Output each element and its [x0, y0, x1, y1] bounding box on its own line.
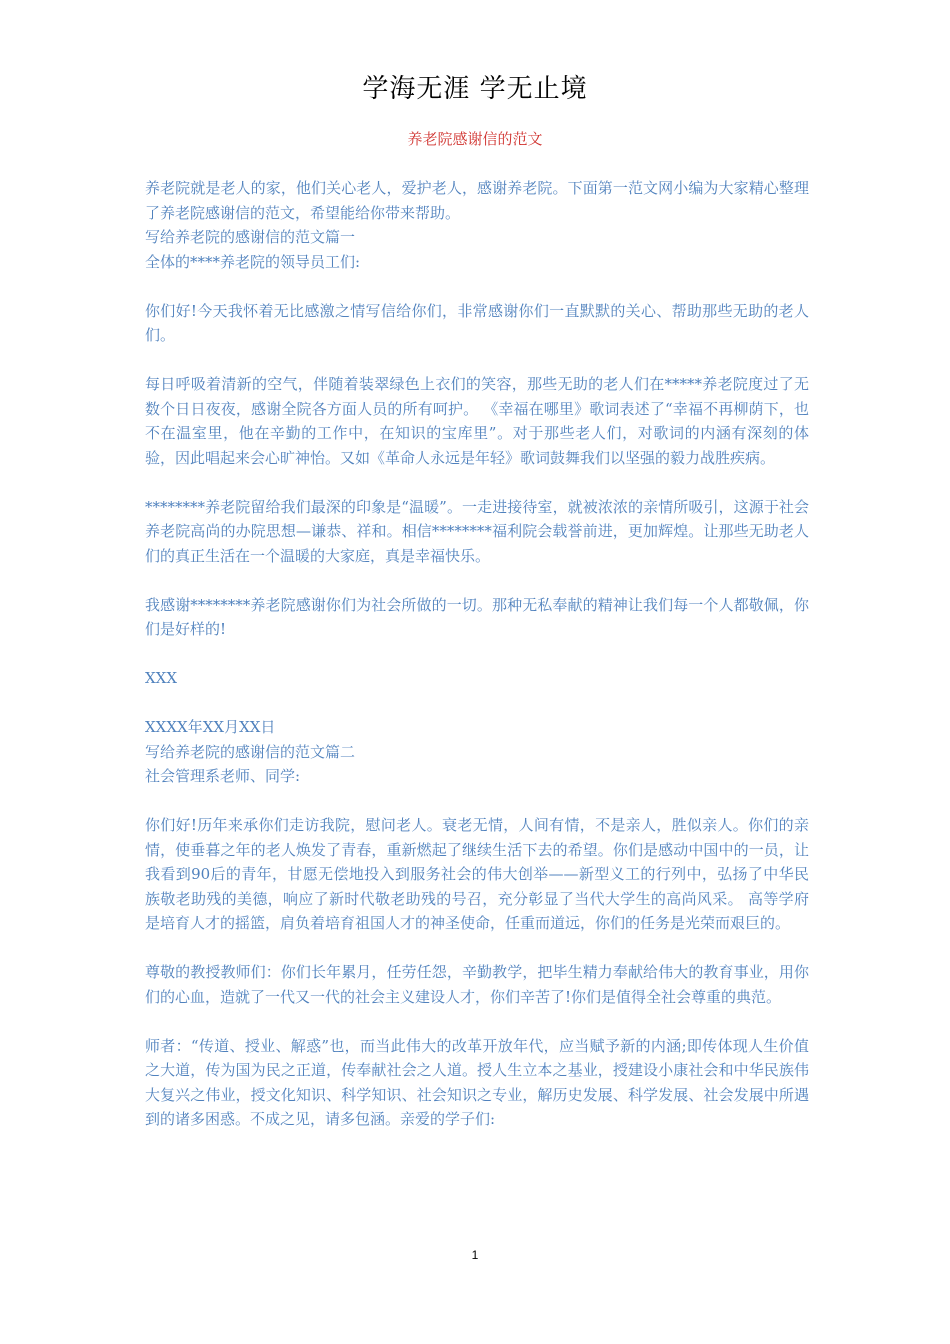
spacer	[145, 642, 809, 667]
document-title: 养老院感谢信的范文	[407, 130, 543, 148]
header-title: 学海无涯 学无止境	[362, 74, 588, 104]
page-number: 1	[471, 1248, 479, 1262]
letter1-salutation: 全体的****养老院的领导员工们:	[145, 252, 361, 271]
letter1-heading: 写给养老院的感谢信的范文篇一	[145, 228, 356, 246]
letter2-heading: 写给养老院的感谢信的范文篇二	[145, 742, 356, 761]
spacer	[145, 691, 809, 716]
letter1-paragraph-4: 我感谢********养老院感谢你们为社会所做的一切。那种无私奉献的精神让我们每一个人都敬佩，你们是好样的!	[145, 595, 809, 638]
letter2-paragraph-3: 师者：“传道、授业、解惑”也，而当此伟大的改革开放年代，应当赋予新的内涵;即传体现人生价值之大道，传为国为民之正道，传奉献社会之人道。授人生立本之基业，授建设小康社会和中华民族伟大复兴之伟业，授文化知识、科学知识、社会知识之专业，解历史发展、科学发展、社会发展中所遇到的诸多困惑。不成之见，请多包涵。亲爱的学子们:	[145, 1036, 809, 1128]
letter2-paragraph-1: 你们好!历年来承你们走访我院，慰问老人。衰老无情，人间有情，不是亲人，胜似亲人。你们的亲情，使垂暮之年的老人焕发了青春，重新燃起了继续生活下去的希望。你们是感动中国中的一员，让我看到90后的青年，甘愿无偿地投入到服务社会的伟大创举——新型义工的行列中，弘扬了中华民族敬老助残的美德，响应了新时代敬老助残的号召，充分彰显了当代大学生的高尚风采。 高等学府是培育人才的摇篮，肩负着培育祖国人才的神圣使命，任重而道远，你们的任务是光荣而艰巨的。	[145, 816, 809, 932]
spacer	[145, 274, 809, 299]
spacer	[145, 789, 809, 814]
letter1-paragraph-1: 你们好!今天我怀着无比感激之情写信给你们，非常感谢你们一直默默的关心、帮助那些无助的老人们。	[145, 301, 809, 344]
spacer	[145, 1009, 809, 1034]
spacer	[145, 470, 809, 495]
letter2-paragraph-2: 尊敬的教授教师们：你们长年累月，任劳任怨，辛勤教学，把毕生精力奉献给伟大的教育事业，用你们的心血，造就了一代又一代的社会主义建设人才，你们辛苦了!你们是值得全社会尊重的典范。	[145, 963, 809, 1006]
letter1-date: XXXX年XX月XX日	[145, 718, 276, 736]
letter1-signature: XXX	[145, 669, 178, 687]
letter1-paragraph-3: ********养老院留给我们最深的印象是“温暖”。一走进接待室，就被浓浓的亲情所吸引，这源于社会养老院高尚的办院思想—谦恭、祥和。相信********福利院会载誉前进，更加辉煌。让那些无助老人们的真正生活在一个温暖的大家庭，真是幸福快乐。	[145, 497, 809, 565]
letter2-salutation: 社会管理系老师、同学:	[145, 767, 301, 785]
intro-paragraph: 养老院就是老人的家，他们关心老人，爱护老人，感谢养老院。下面第一范文网小编为大家精心整理了养老院感谢信的范文，希望能给你带来帮助。	[145, 179, 809, 222]
spacer	[145, 348, 809, 373]
spacer	[145, 936, 809, 961]
document-body	[145, 176, 809, 1132]
letter1-paragraph-2: 每日呼吸着清新的空气，伴随着装翠绿色上衣们的笑容，那些无助的老人们在*****养老院度过了无数个日日夜夜，感谢全院各方面人员的所有呵护。 《幸福在哪里》歌词表述了“幸福不再柳荫下，也不在温室里，他在辛勤的工作中，在知识的宝库里”。对于那些老人们，对歌词的内涵有深刻的体验，因此唱起来会心旷神怡。又如《革命人永远是年轻》歌词鼓舞我们以坚强的毅力战胜疾病。	[145, 375, 809, 467]
spacer	[145, 568, 809, 593]
